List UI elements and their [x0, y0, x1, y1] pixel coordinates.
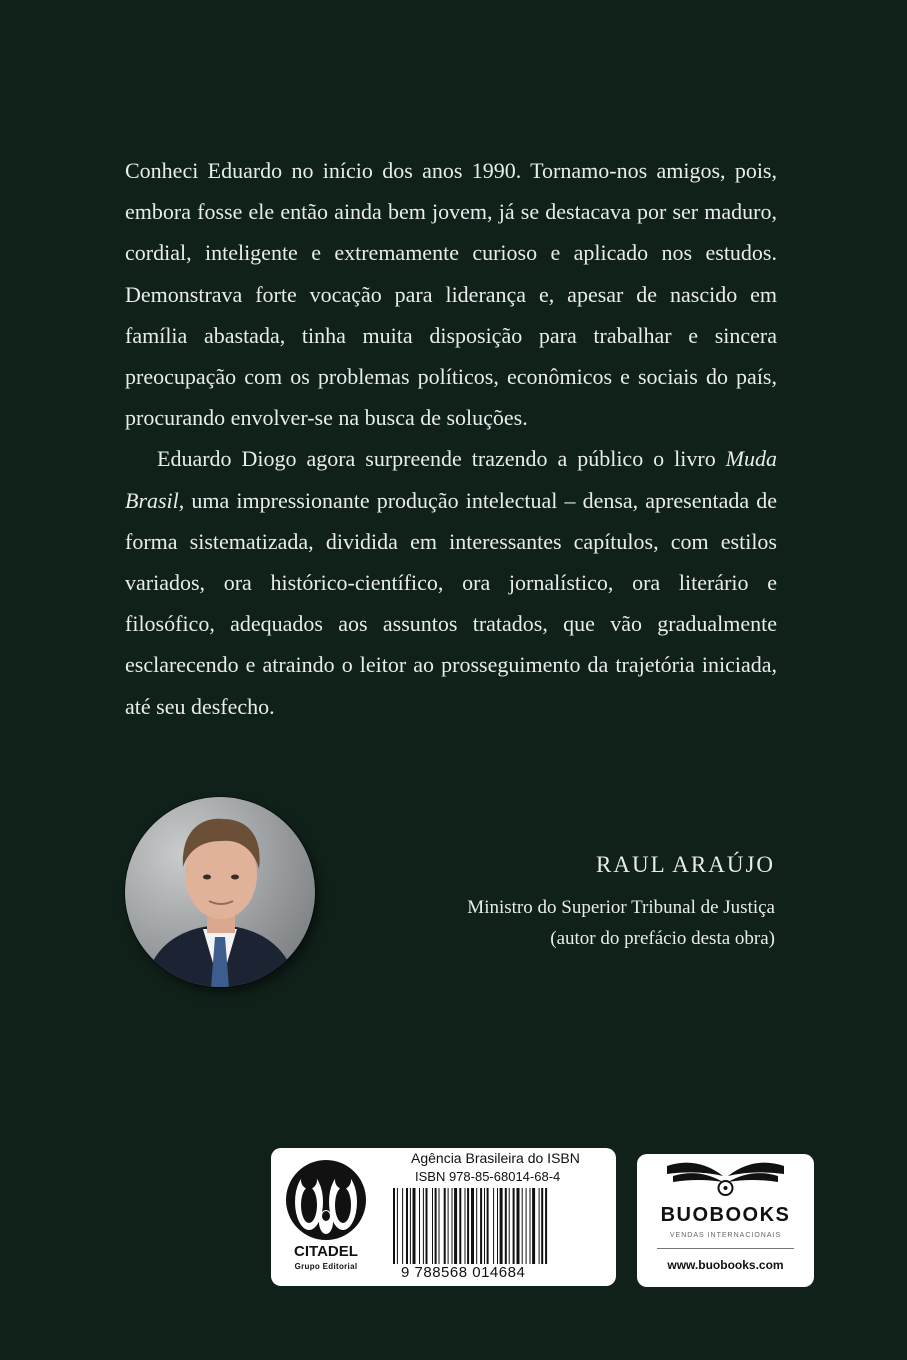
divider [657, 1248, 794, 1249]
blurb-paragraph-2 [125, 438, 777, 726]
isbn-agency: Agência Brasileira do ISBN [411, 1150, 580, 1166]
author-role-line-1: Ministro do Superior Tribunal de Justiça [467, 897, 775, 918]
blurb-paragraph-1: Conheci Eduardo no início dos anos 1990. Tornamo-nos amigos, pois, embora fosse ele então ainda bem jovem, já se destacava por ser maduro, cordial, inteligente e extremamente curioso e aplicado nos estudos. Demonstrava forte vocação para liderança e, apesar de nascido em família abastada, tinha muita disposição para trabalhar e sincera preocupação com os problemas políticos, econômicos e sociais do país, procurando envolver-se na busca de soluções. [125, 158, 777, 431]
isbn-number: ISBN 978-85-68014-68-4 [415, 1169, 561, 1184]
author-signature [467, 852, 775, 954]
owl-wings-icon [637, 1154, 814, 1204]
author-role-line-2: (autor do prefácio desta obra) [550, 928, 775, 949]
distributor-tagline: VENDAS INTERNACIONAIS [669, 1232, 782, 1239]
distributor-name: BUOBOOKS [660, 1204, 791, 1226]
barcode-icon [391, 1188, 605, 1264]
book-title: Muda Brasil [125, 446, 777, 513]
distributor-logo [637, 1154, 814, 1287]
paragraph-2-end: , uma impressionante produção intelectual – densa, apresentada de forma sistematizada, dividida em interessantes capítulos, com estilos variados, ora histórico-científico, ora jornalístico, ora literário e filosófico, adequados aos assuntos tratados, que vão gradualmente esclarecendo e atraindo o leitor ao prosseguimento da trajetória iniciada, até seu desfecho. [125, 487, 777, 719]
author-photo [125, 797, 315, 987]
isbn-block [381, 1148, 616, 1286]
paragraph-2-start: Eduardo Diogo agora surpreende trazendo a público o livro [157, 446, 726, 472]
distributor-url: www.buobooks.com [667, 1258, 784, 1272]
penguins-icon [271, 1150, 381, 1242]
publisher-name: CITADEL [294, 1243, 358, 1260]
publisher-subtitle: Grupo Editorial [294, 1262, 358, 1271]
publisher-logo [271, 1148, 381, 1286]
barcode-digits: 9 788568 014684 [401, 1264, 526, 1281]
blurb-text [125, 150, 777, 727]
author-name: RAUL ARAÚJO [596, 852, 775, 877]
